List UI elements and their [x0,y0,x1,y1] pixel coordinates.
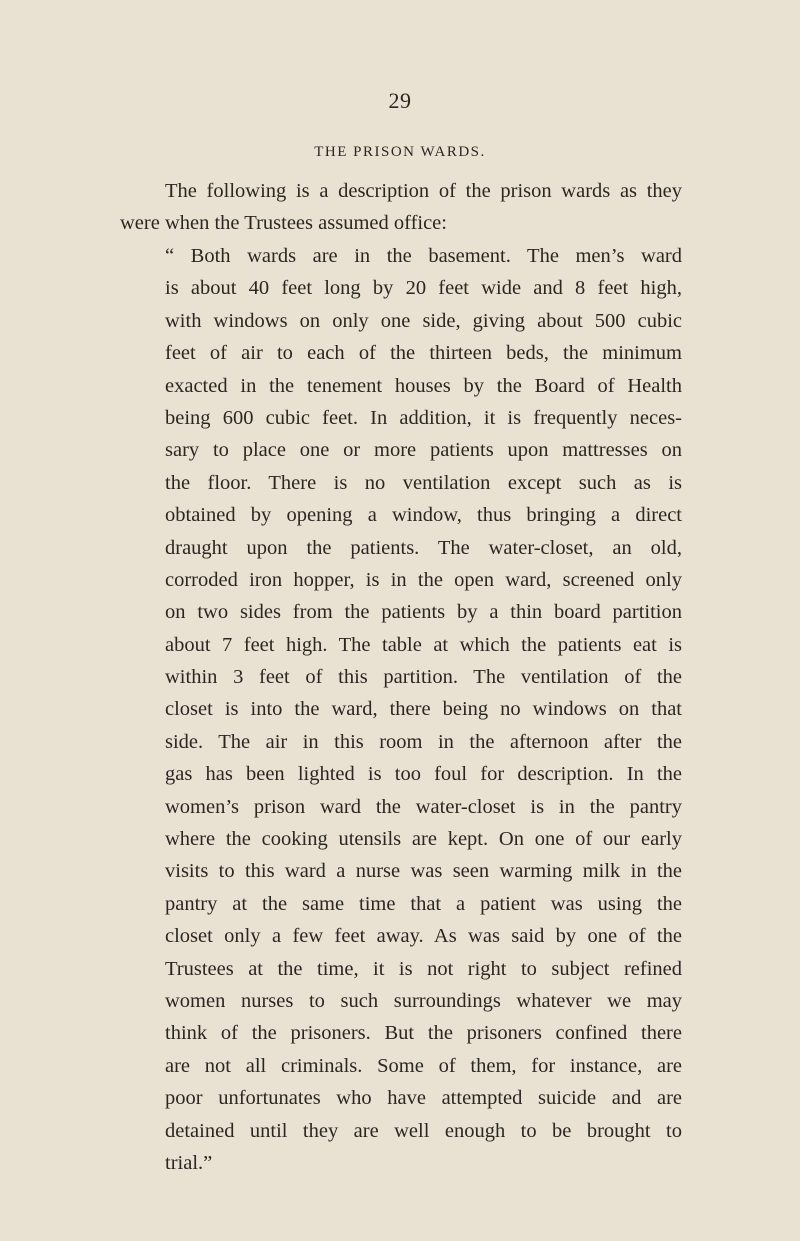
quote-line: side. The air in this room in the afternoon after the [165,730,682,753]
quote-line: is about 40 feet long by 20 feet wide and 8 feet high, [165,277,682,300]
quote-line: exacted in the tenement houses by the Board of Health [165,374,682,397]
quote-line: women’s prison ward the water-closet is in the pantry [165,795,682,818]
quote-line: trial.” [165,1151,213,1174]
quote-line: Trustees at the time, it is not right to subject refined [165,957,682,980]
quote-line: feet of air to each of the thirteen beds, the minimum [165,342,682,365]
quote-line: on two sides from the patients by a thin board partition [165,601,682,624]
quote-line: closet is into the ward, there being no windows on that [165,698,682,721]
quote-line: visits to this ward a nurse was seen warming milk in the [165,860,682,883]
quote-line: pantry at the same time that a patient was using the [165,892,682,915]
quoted-description [165,240,682,1179]
quote-line: with windows on only one side, giving about 500 cubic [165,309,682,332]
quote-line: about 7 feet high. The table at which the patients eat is [165,633,682,656]
quote-line: obtained by opening a window, thus bringing a direct [165,504,682,527]
quote-line: sary to place one or more patients upon mattresses on [165,439,682,462]
quote-line: “ Both wards are in the basement. The men’s ward [165,245,682,267]
quote-line: where the cooking utensils are kept. On one of our early [165,828,682,851]
quote-line: corroded iron hopper, is in the open ward, screened only [165,568,682,591]
paragraph-line: The following is a description of the prison wards as they [165,180,682,202]
quote-line: within 3 feet of this partition. The ventilation of the [165,666,682,689]
page-number: 29 [388,88,412,113]
intro-paragraph [120,175,682,240]
quote-line: women nurses to such surroundings whatever we may [165,989,682,1012]
quote-line: closet only a few feet away. As was said by one of the [165,925,682,948]
quote-line: poor unfortunates who have attempted suicide and are [165,1087,682,1110]
section-heading: THE PRISON WARDS. [314,144,486,160]
quote-line: think of the prisoners. But the prisoners confined there [165,1022,682,1045]
quote-line: the floor. There is no ventilation except such as is [165,471,682,494]
quote-line: are not all criminals. Some of them, for instance, are [165,1054,682,1077]
paragraph-line: were when the Trustees assumed office: [120,212,447,235]
quote-line: detained until they are well enough to be brought to [165,1119,682,1142]
quote-line: draught upon the patients. The water-closet, an old, [165,536,682,559]
quote-line: being 600 cubic feet. In addition, it is frequently neces- [165,406,682,429]
quote-line: gas has been lighted is too foul for description. In the [165,763,682,786]
